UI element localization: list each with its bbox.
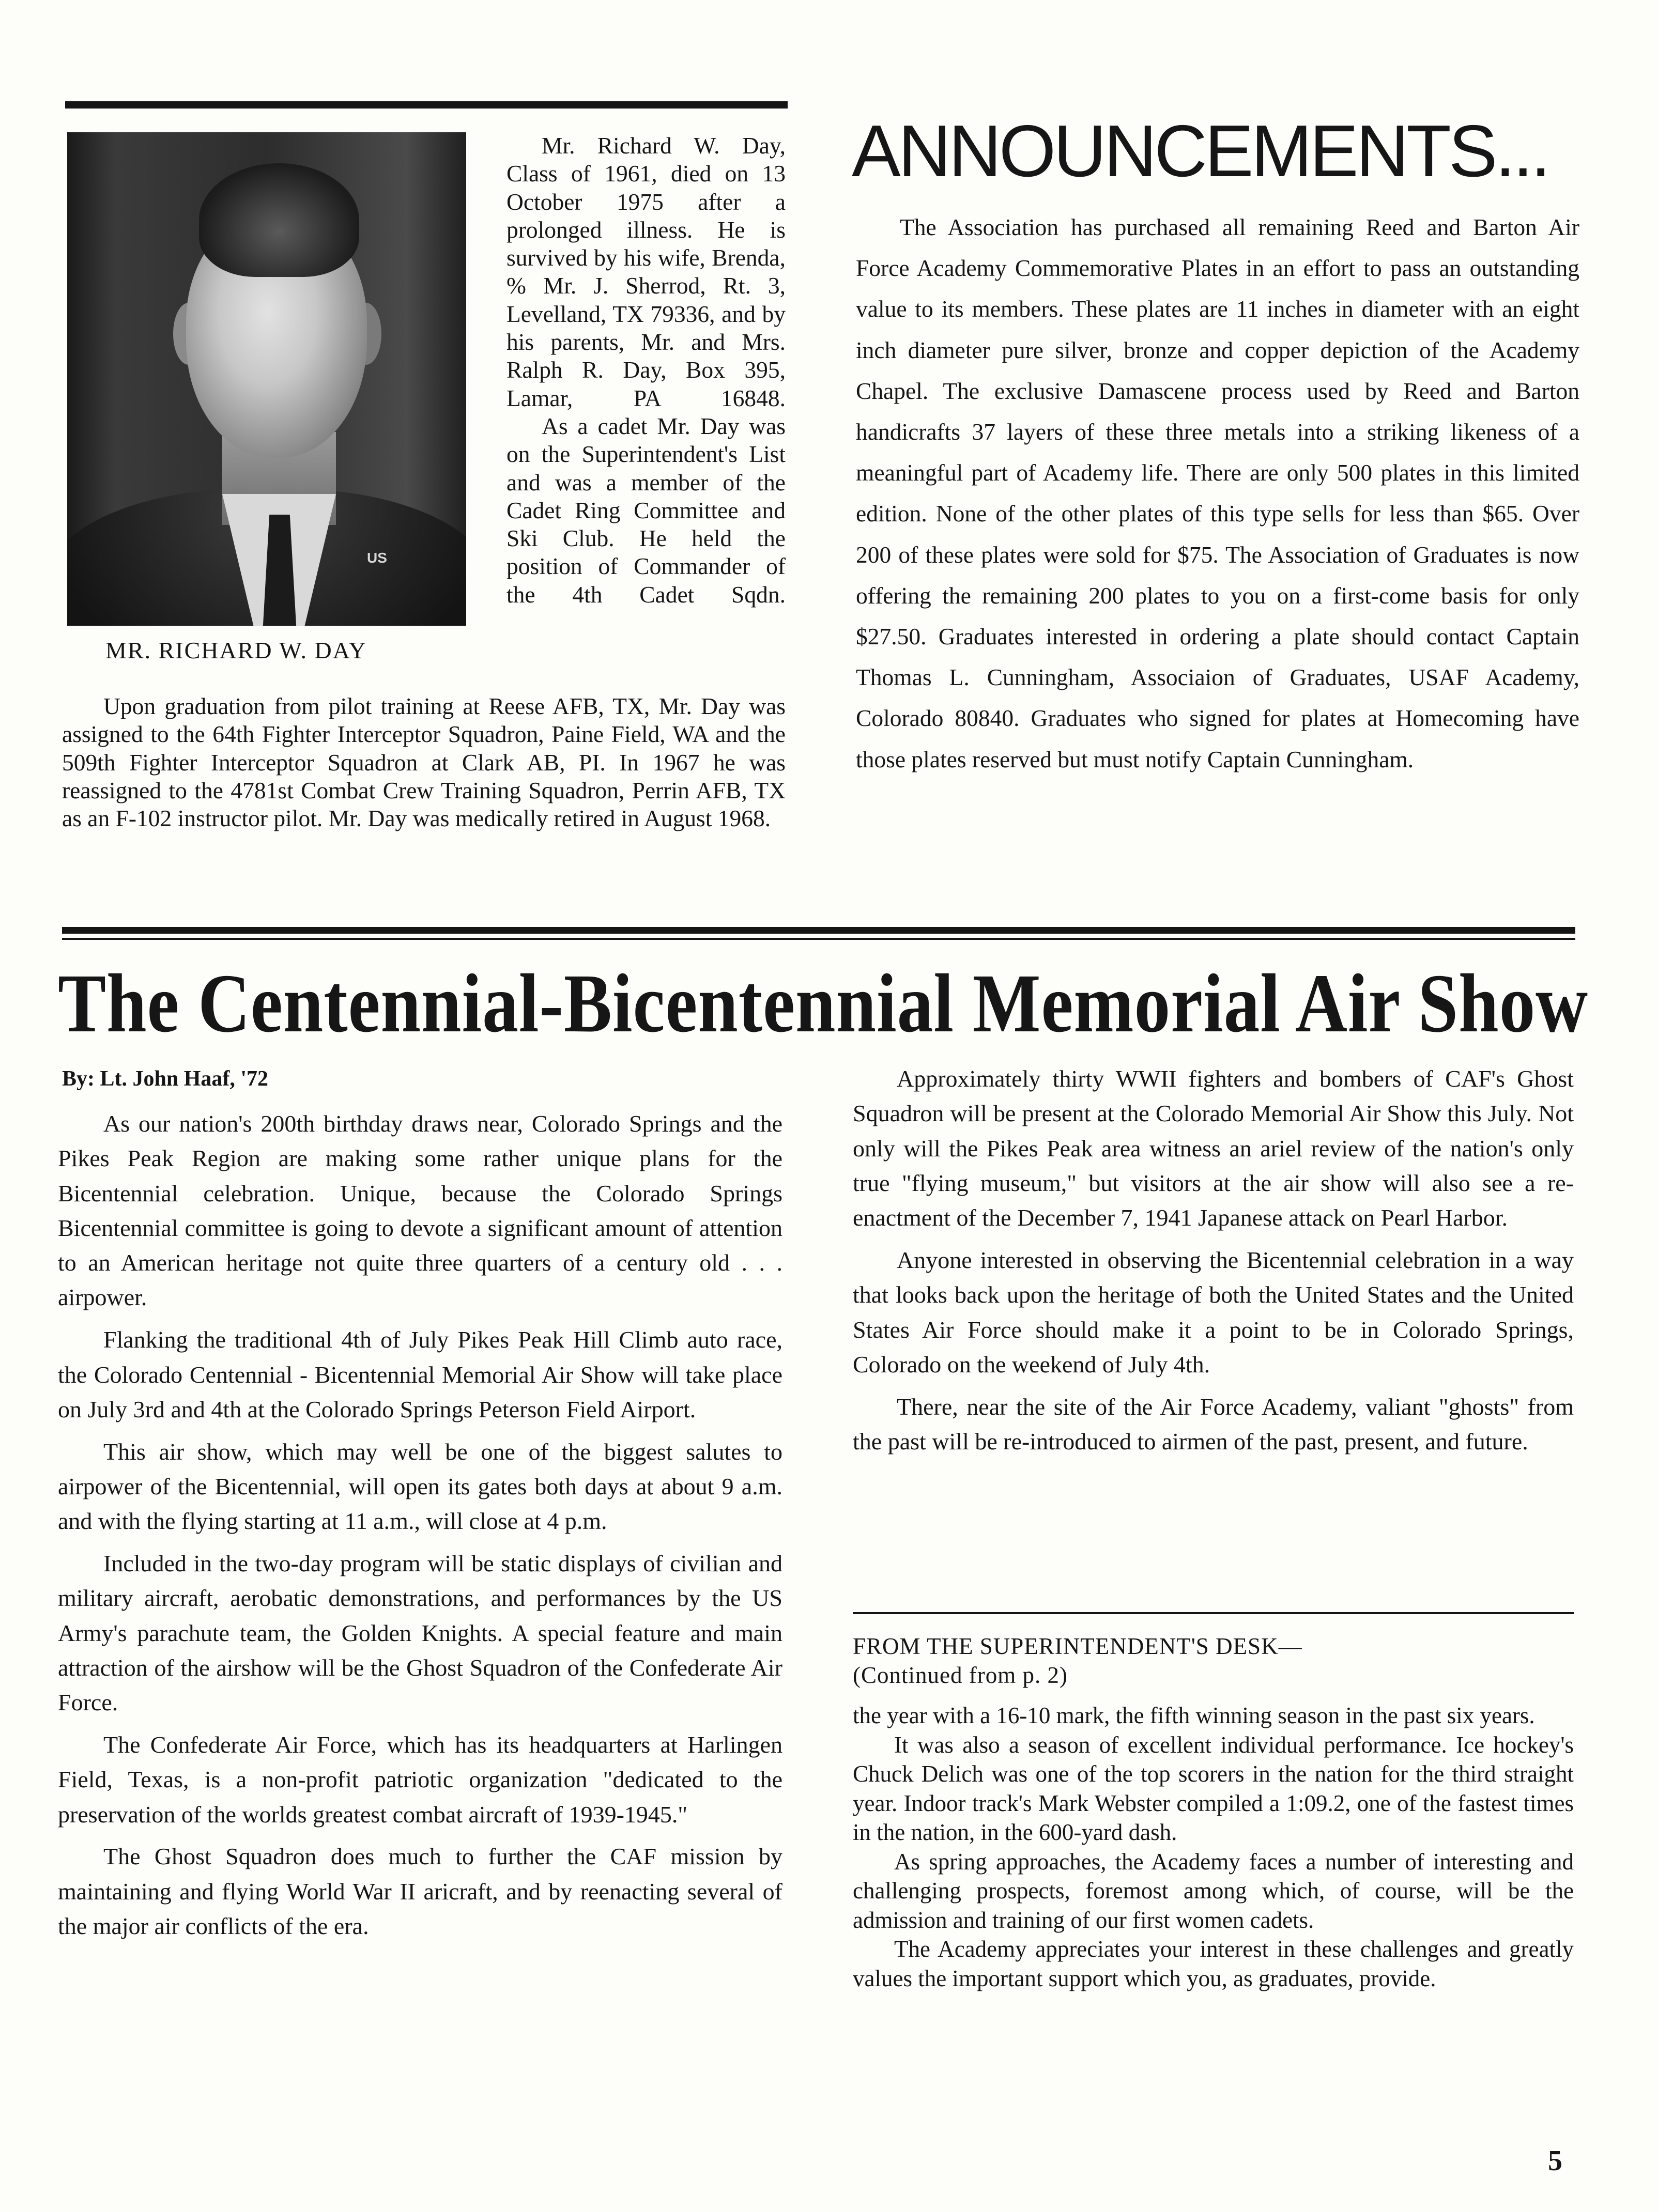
article-paragraph: This air show, which may well be one of the biggest salutes to airpower of the Bicentennial, will open its gates both days at about 9 a.m. and with the flying starting at 11 a.m., will close at 4 p.m. xyxy=(58,1438,782,1535)
article-paragraph: As our nation's 200th birthday draws near, Colorado Springs and the Pikes Peak Region are making some rather unique plans for the Bicentennial celebration. Unique, because the Colorado Springs Bicentennial committee is going to devote a significant amount of attention to an American heritage not quite three quarters of a century old . . . airpower. xyxy=(58,1110,782,1311)
article-paragraph: Approximately thirty WWII fighters and bombers of CAF's Ghost Squadron will be present at the Colorado Memorial Air Show this July. Not only will the Pikes Peak area witness an ariel review of the nation's only true "flying museum," but visitors at the air show will also see a re-enactment of the December 7, 1941 Japanese attack on Pearl Harbor. xyxy=(853,1065,1574,1231)
article-right-column xyxy=(853,1061,1574,1466)
article-headline: The Centennial-Bicentennial Memorial Air Show xyxy=(58,957,1588,1050)
top-rule xyxy=(65,101,788,109)
obituary-full-text xyxy=(62,692,786,832)
obituary-paragraph: Mr. Richard W. Day, Class of 1961, died on 13 October 1975 after a prolonged illness. He is survived by his wife, Brenda, % Mr. J. Sherrod, Rt. 3, Levelland, TX 79336, and by his parents, Mr. and Mrs. Ralph R. Day, Box 395, Lamar, PA 16848. xyxy=(506,132,786,411)
article-paragraph: Included in the two-day program will be static displays of civilian and military aircraft, aerobatic demonstrations, and performances by the US Army's parachute team, the Golden Knights. A special feature and main attraction of the airshow will be the Ghost Squadron of the Confederate Air Force. xyxy=(58,1550,782,1716)
obituary-paragraph: As a cadet Mr. Day was on the Superintendent's List and was a member of the Cadet Ring Committee and Ski Club. He held the position of Commander of the 4th Cadet Sqdn. xyxy=(506,412,786,608)
continued-note: (Continued from p. 2) xyxy=(853,1662,1068,1688)
article-paragraph: Anyone interested in observing the Bicentennial celebration in a way that looks back upon the heritage of both the United States and the United States Air Force should make it a point to be in Colorado Springs, Colorado on the weekend of July 4th. xyxy=(853,1246,1574,1378)
superintendent-paragraph: the year with a 16-10 mark, the fifth winning season in the past six years. xyxy=(853,1703,1535,1728)
superintendent-heading-block xyxy=(853,1632,1302,1690)
superintendent-paragraph: As spring approaches, the Academy faces a number of interesting and challenging prospects, foremost among which, of course, will be the admission and training of our first women cadets. xyxy=(853,1848,1574,1933)
article-left-column xyxy=(58,1106,782,1951)
announcements-body xyxy=(856,207,1579,780)
photo-caption: MR. RICHARD W. DAY xyxy=(105,637,367,663)
superintendent-rule xyxy=(853,1612,1574,1614)
obituary-paragraph: Upon graduation from pilot training at Reese AFB, TX, Mr. Day was assigned to the 64th Fighter Interceptor Squadron, Paine Field, WA and the 509th Fighter Interceptor Squadron at Clark AB, PI. In 1967 he was reassigned to the 4781st Combat Crew Training Squadron, Perrin AFB, TX as an F-102 instructor pilot. Mr. Day was medically retired in August 1968. xyxy=(62,693,786,832)
obituary-side-text xyxy=(506,132,786,609)
article-byline: By: Lt. John Haaf, '72 xyxy=(62,1067,269,1091)
portrait-photo xyxy=(67,132,466,626)
superintendent-paragraph: It was also a season of excellent individual performance. Ice hockey's Chuck Delich was one of the top scorers in the nation for the third straight year. Indoor track's Mark Webster compiled a 1:09.2, one of the fastest times in the nation, in the 600-yard dash. xyxy=(853,1731,1574,1845)
announcements-paragraph: The Association has purchased all remaining Reed and Barton Air Force Academy Commemorative Plates in an effort to pass an outstanding value to its members. These plates are 11 inches in diameter with an eight inch diameter pure silver, bronze and copper depiction of the Academy Chapel. The exclusive Damascene process used by Reed and Barton handicrafts 37 layers of these three metals into a striking likeness of a meaningful part of Academy life. There are only 500 plates in this limited edition. None of the other plates of this type sells for less than $65. Over 200 of these plates were sold for $75. The Association of Graduates is now offering the remaining 200 plates to you on a first-come basis for only $27.50. Graduates interested in ordering a plate should contact Captain Thomas L. Cunningham, Associaion of Graduates, USAF Academy, Colorado 80840. Graduates who signed for plates at Homecoming have those plates reserved but must notify Captain Cunningham. xyxy=(856,214,1579,772)
headline-rule-thin xyxy=(62,938,1575,940)
article-paragraph: Flanking the traditional 4th of July Pikes Peak Hill Climb auto race, the Colorado Centennial - Bicentennial Memorial Air Show will take place on July 3rd and 4th at the Colorado Springs Peterson Field Airport. xyxy=(58,1326,782,1422)
superintendent-paragraph: The Academy appreciates your interest in these challenges and greatly values the important support which you, as graduates, provide. xyxy=(853,1936,1574,1991)
superintendent-body xyxy=(853,1701,1574,1993)
page-number: 5 xyxy=(1548,2145,1562,2177)
announcements-title: ANNOUNCEMENTS... xyxy=(852,110,1548,192)
superintendent-heading: FROM THE SUPERINTENDENT'S DESK— xyxy=(853,1633,1302,1659)
headline-rule-thick xyxy=(62,927,1575,934)
article-paragraph: The Confederate Air Force, which has its headquarters at Harlingen Field, Texas, is a non-profit patriotic organization "dedicated to the preservation of the worlds greatest combat aircraft of 1939-1945." xyxy=(58,1731,782,1828)
article-paragraph: The Ghost Squadron does much to further the CAF mission by maintaining and flying World War II aricraft, and by reenacting several of the major air conflicts of the era. xyxy=(58,1843,782,1940)
article-paragraph: There, near the site of the Air Force Academy, valiant "ghosts" from the past will be re-introduced to airmen of the past, present, and future. xyxy=(853,1393,1574,1455)
uniform-insignia: US xyxy=(367,550,387,566)
